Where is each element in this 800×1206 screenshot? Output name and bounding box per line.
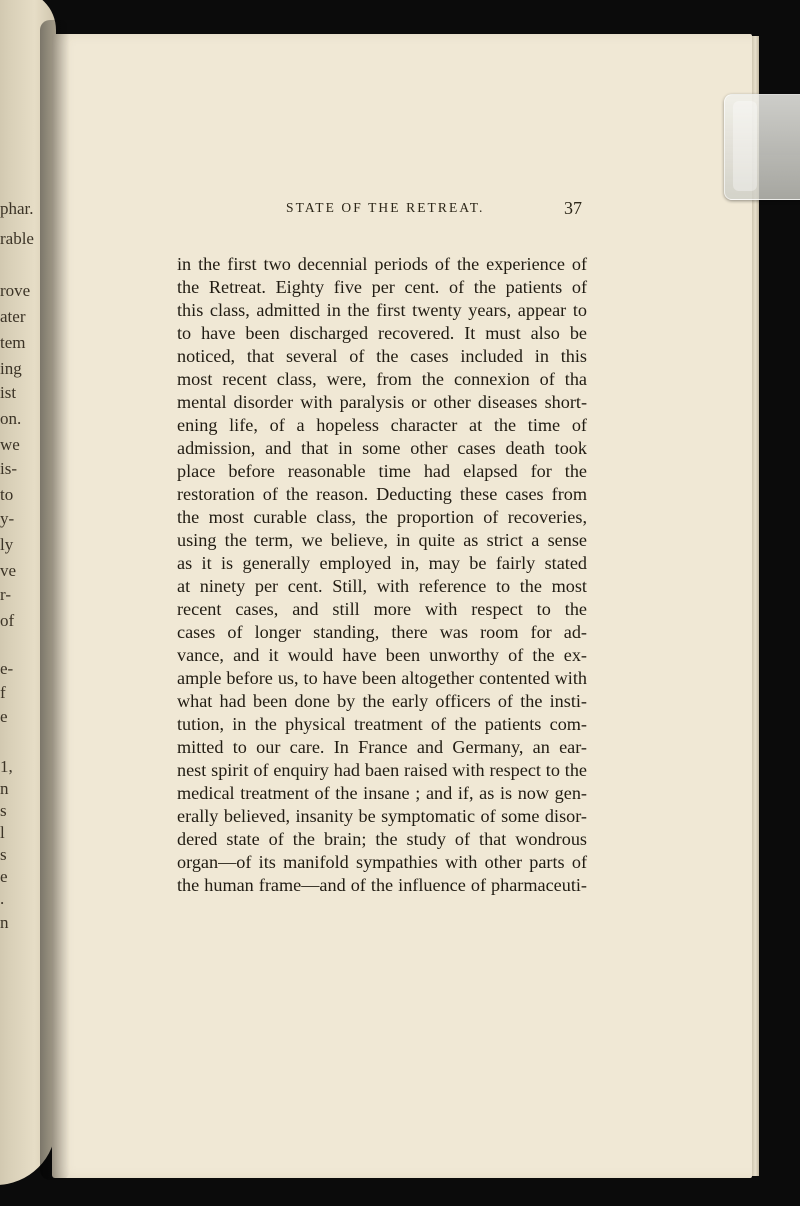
- clear-page-clip: [724, 94, 800, 200]
- body-text-line: nest spirit of enquiry had baen raised with respect to the: [177, 760, 587, 780]
- left-fragment: on.: [0, 409, 22, 428]
- body-text-line: cases of longer standing, there was room for ad-: [177, 622, 587, 642]
- body-text-line: medical treatment of the insane ; and if, as is now gen-: [177, 783, 587, 803]
- left-fragment: tem: [0, 333, 26, 352]
- body-text-line: ening life, of a hopeless character at the time of: [177, 415, 587, 435]
- gutter-shadow: [40, 20, 70, 1180]
- left-fragment: n: [0, 779, 9, 798]
- left-fragment: we: [0, 435, 20, 454]
- body-text-line: erally believed, insanity be symptomatic of some disor-: [177, 806, 587, 826]
- left-fragment: l: [0, 823, 5, 842]
- running-head: STATE OF THE RETREAT.: [286, 200, 485, 215]
- body-text-line: admission, and that in some other cases death took: [177, 438, 587, 458]
- body-text-line: vance, and it would have been unworthy of the ex-: [177, 645, 587, 665]
- left-fragment: phar.: [0, 199, 34, 218]
- body-text-line: dered state of the brain; the study of that wondrous: [177, 829, 587, 849]
- body-text-line: what had been done by the early officers of the insti-: [177, 691, 587, 711]
- body-text-line: organ—of its manifold sympathies with other parts of: [177, 852, 587, 872]
- body-text-line: noticed, that several of the cases included in this: [177, 346, 587, 366]
- left-fragment: e-: [0, 659, 14, 678]
- body-text-line: mental disorder with paralysis or other diseases short-: [177, 392, 587, 412]
- page-stack-edge: [752, 36, 759, 1176]
- left-fragment: s: [0, 801, 7, 820]
- left-fragment: 1,: [0, 757, 13, 776]
- body-text-line: the Retreat. Eighty five per cent. of the patients of: [177, 277, 587, 297]
- left-fragment: is-: [0, 459, 17, 478]
- body-text-line: the human frame—and of the influence of pharmaceuti-: [177, 875, 587, 895]
- left-fragment: ist: [0, 383, 17, 402]
- body-text-line: place before reasonable time had elapsed for the: [177, 461, 587, 481]
- left-fragment: to: [0, 485, 14, 504]
- left-fragment: s: [0, 845, 7, 864]
- left-fragment: ing: [0, 359, 22, 378]
- left-fragment: ve: [0, 561, 17, 580]
- body-text-line: this class, admitted in the first twenty years, appear to: [177, 300, 587, 320]
- left-fragment: e: [0, 867, 8, 886]
- body-text-line: as it is generally employed in, may be fairly stated: [177, 553, 587, 573]
- page-number: 37: [564, 198, 582, 218]
- left-fragment: .: [0, 889, 5, 908]
- body-text-line: recent cases, and still more with respect to the: [177, 599, 587, 619]
- body-text-line: at ninety per cent. Still, with reference to the most: [177, 576, 587, 596]
- left-fragment: y-: [0, 509, 15, 528]
- body-text-line: using the term, we believe, in quite as strict a sense: [177, 530, 587, 550]
- left-fragment: rove: [0, 281, 31, 300]
- body-text-line: mitted to our care. In France and Germany, an ear-: [177, 737, 587, 757]
- body-text-line: ample before us, to have been altogether contented with: [177, 668, 587, 688]
- body-text-line: tution, in the physical treatment of the patients com-: [177, 714, 587, 734]
- left-fragment: ater: [0, 307, 26, 326]
- left-fragment: n: [0, 913, 9, 932]
- left-fragment: rable: [0, 229, 34, 248]
- left-fragment: of: [0, 611, 15, 630]
- left-fragment: r-: [0, 585, 11, 604]
- body-text-line: most recent class, were, from the connexion of tha: [177, 369, 587, 389]
- body-text-line: the most curable class, the proportion of recoveries,: [177, 507, 587, 527]
- body-text-line: in the first two decennial periods of the experience of: [177, 254, 587, 274]
- body-text-line: to have been discharged recovered. It must also be: [177, 323, 587, 343]
- left-fragment: e: [0, 707, 8, 726]
- left-fragment: ly: [0, 535, 14, 554]
- body-text-line: restoration of the reason. Deducting these cases from: [177, 484, 587, 504]
- left-fragment: f: [0, 683, 6, 702]
